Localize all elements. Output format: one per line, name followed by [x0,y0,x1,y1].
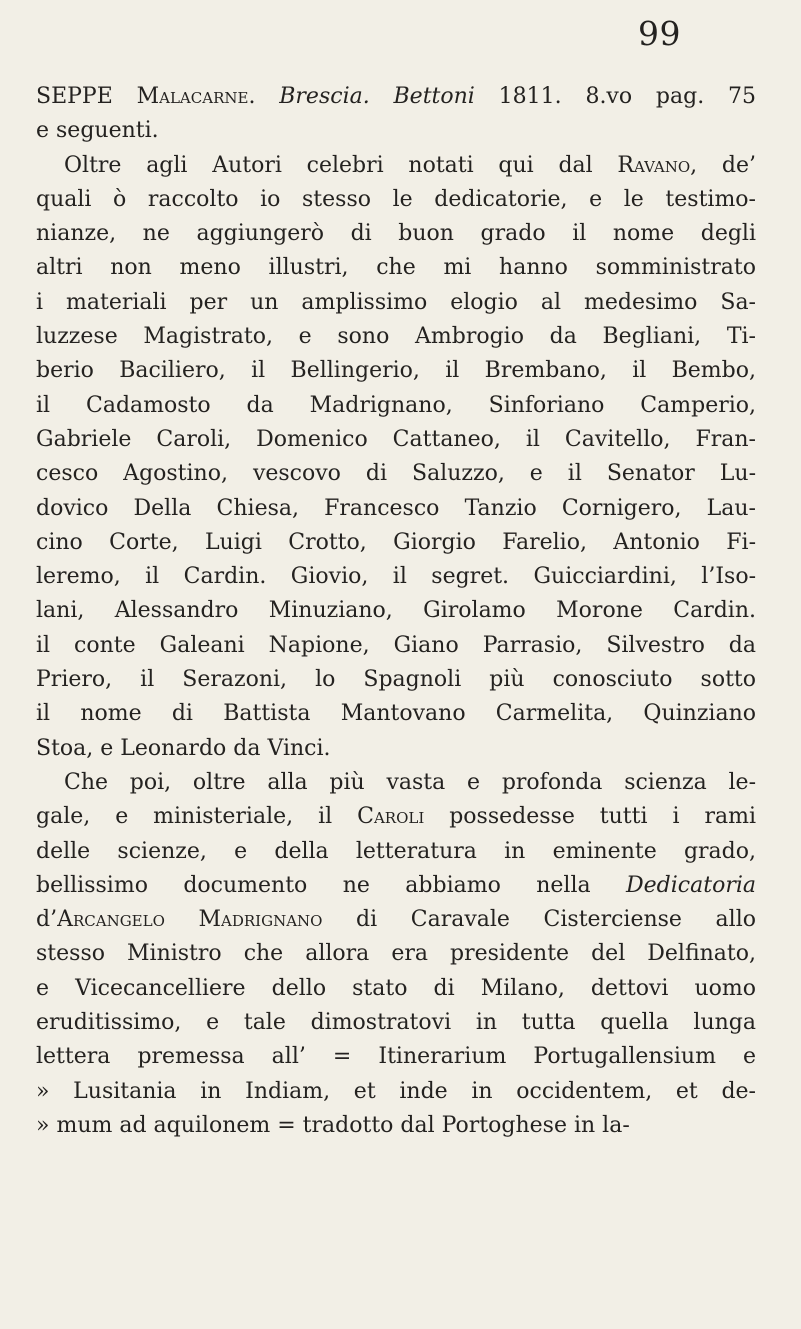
text-line [36,354,756,388]
text-line [36,1006,756,1040]
text-segment: SEPPE [36,84,137,109]
text-segment: luzzese Magistrato, e sono Ambrogio da Begliani, Ti- [36,324,756,350]
text-segment: stesso Ministro che allora era presidente del Delfinato, [36,941,756,967]
text-segment: Gabriele Caroli, Domenico Cattaneo, il Cavitello, Fran- [36,426,756,452]
text-segment: lani, Alessandro Minuziano, Girolamo Morone Cardin. [36,598,756,624]
small-caps-name: Arcangelo Madrignano [57,907,323,933]
text-segment: Oltre agli Autori celebri notati qui dal [64,152,618,178]
text-line [36,114,756,148]
text-segment: » Lusitania in Indiam, et inde in occidentem, et de- [36,1078,756,1104]
text-segment: bellissimo documento ne abbiamo nella [36,872,627,898]
text-line [36,766,756,800]
text-segment: cino Corte, Luigi Crotto, Giorgio Farelio, Antonio Fi- [36,529,756,555]
text-segment: cesco Agostino, vescovo di Saluzzo, e il Senator Lu- [36,461,756,487]
text-line [36,492,756,526]
text-line [36,663,756,697]
small-caps-name: Caroli [357,804,425,830]
small-caps-name: Ravano [617,152,691,178]
text-line [36,697,756,731]
text-segment: eruditissimo, e tale dimostratovi in tutta quella lunga [36,1010,756,1036]
text-segment: possedesse tutti i rami [424,804,756,830]
text-line [36,217,756,251]
text-line [36,560,756,594]
text-segment: berio Baciliero, il Bellingerio, il Brembano, il Bembo, [36,358,756,384]
text-segment: i materiali per un amplissimo elogio al medesimo Sa- [36,289,756,315]
text-segment [255,84,279,109]
text-line [36,1075,756,1109]
text-line [36,389,756,423]
text-line [36,903,756,937]
text-segment: d’ [36,907,58,933]
text-segment: il conte Galeani Napione, Giano Parrasio, Silvestro da [36,632,756,658]
text-line [36,800,756,834]
text-line [36,835,756,869]
text-line [36,629,756,663]
text-line [36,594,756,628]
text-line [36,320,756,354]
text-segment: il Cadamosto da Madrignano, Sinforiano Camperio, [36,392,756,418]
italic-text: Dedicatoria [626,872,756,898]
text-line [36,423,756,457]
text-segment: e Vicecancelliere dello stato di Milano, dettovi uomo [36,975,756,1001]
text-line [36,869,756,903]
text-segment: gale, e ministeriale, il [36,804,358,830]
text-segment: Priero, il Serazoni, lo Spagnoli più conosciuto sotto [36,667,756,693]
italic-text: Brescia. Bettoni [279,84,475,109]
text-line [36,1109,756,1143]
text-segment: , de’ [690,152,756,178]
text-line [36,937,756,971]
text-line [36,457,756,491]
text-segment: e seguenti. [36,118,159,144]
text-segment: di Caravale Cisterciense allo [322,907,756,933]
page-number: 99 [638,14,681,53]
text-line [36,80,756,114]
text-segment: » mum ad aquilonem = tradotto dal Portoghese in la- [36,1112,630,1138]
text-segment: quali ò raccolto io stesso le dedicatorie, e le testimo- [36,186,756,212]
text-segment: nianze, ne aggiungerò di buon grado il nome degli [36,221,756,247]
text-line [36,732,756,766]
text-segment: il nome di Battista Mantovano Carmelita, Quinziano [36,701,756,727]
text-line [36,1040,756,1074]
body-text [36,80,756,1143]
text-line [36,251,756,285]
text-segment: Che poi, oltre alla più vasta e profonda scienza le- [64,769,756,795]
text-line [36,526,756,560]
text-line [36,972,756,1006]
text-segment: leremo, il Cardin. Giovio, il segret. Guicciardini, l’Iso- [36,564,756,590]
text-segment: altri non meno illustri, che mi hanno somministrato [36,255,756,281]
text-segment: lettera premessa all’ = Itinerarium Portugallensium e [36,1044,756,1070]
small-caps-name: Malacarne. [136,84,256,109]
text-segment: delle scienze, e della letteratura in eminente grado, [36,838,756,864]
text-line [36,149,756,183]
text-line [36,183,756,217]
text-segment: 1811. 8.vo pag. 75 [474,84,756,109]
text-segment: dovico Della Chiesa, Francesco Tanzio Cornigero, Lau- [36,495,756,521]
text-line [36,286,756,320]
text-segment: Stoa, e Leonardo da Vinci. [36,735,331,761]
